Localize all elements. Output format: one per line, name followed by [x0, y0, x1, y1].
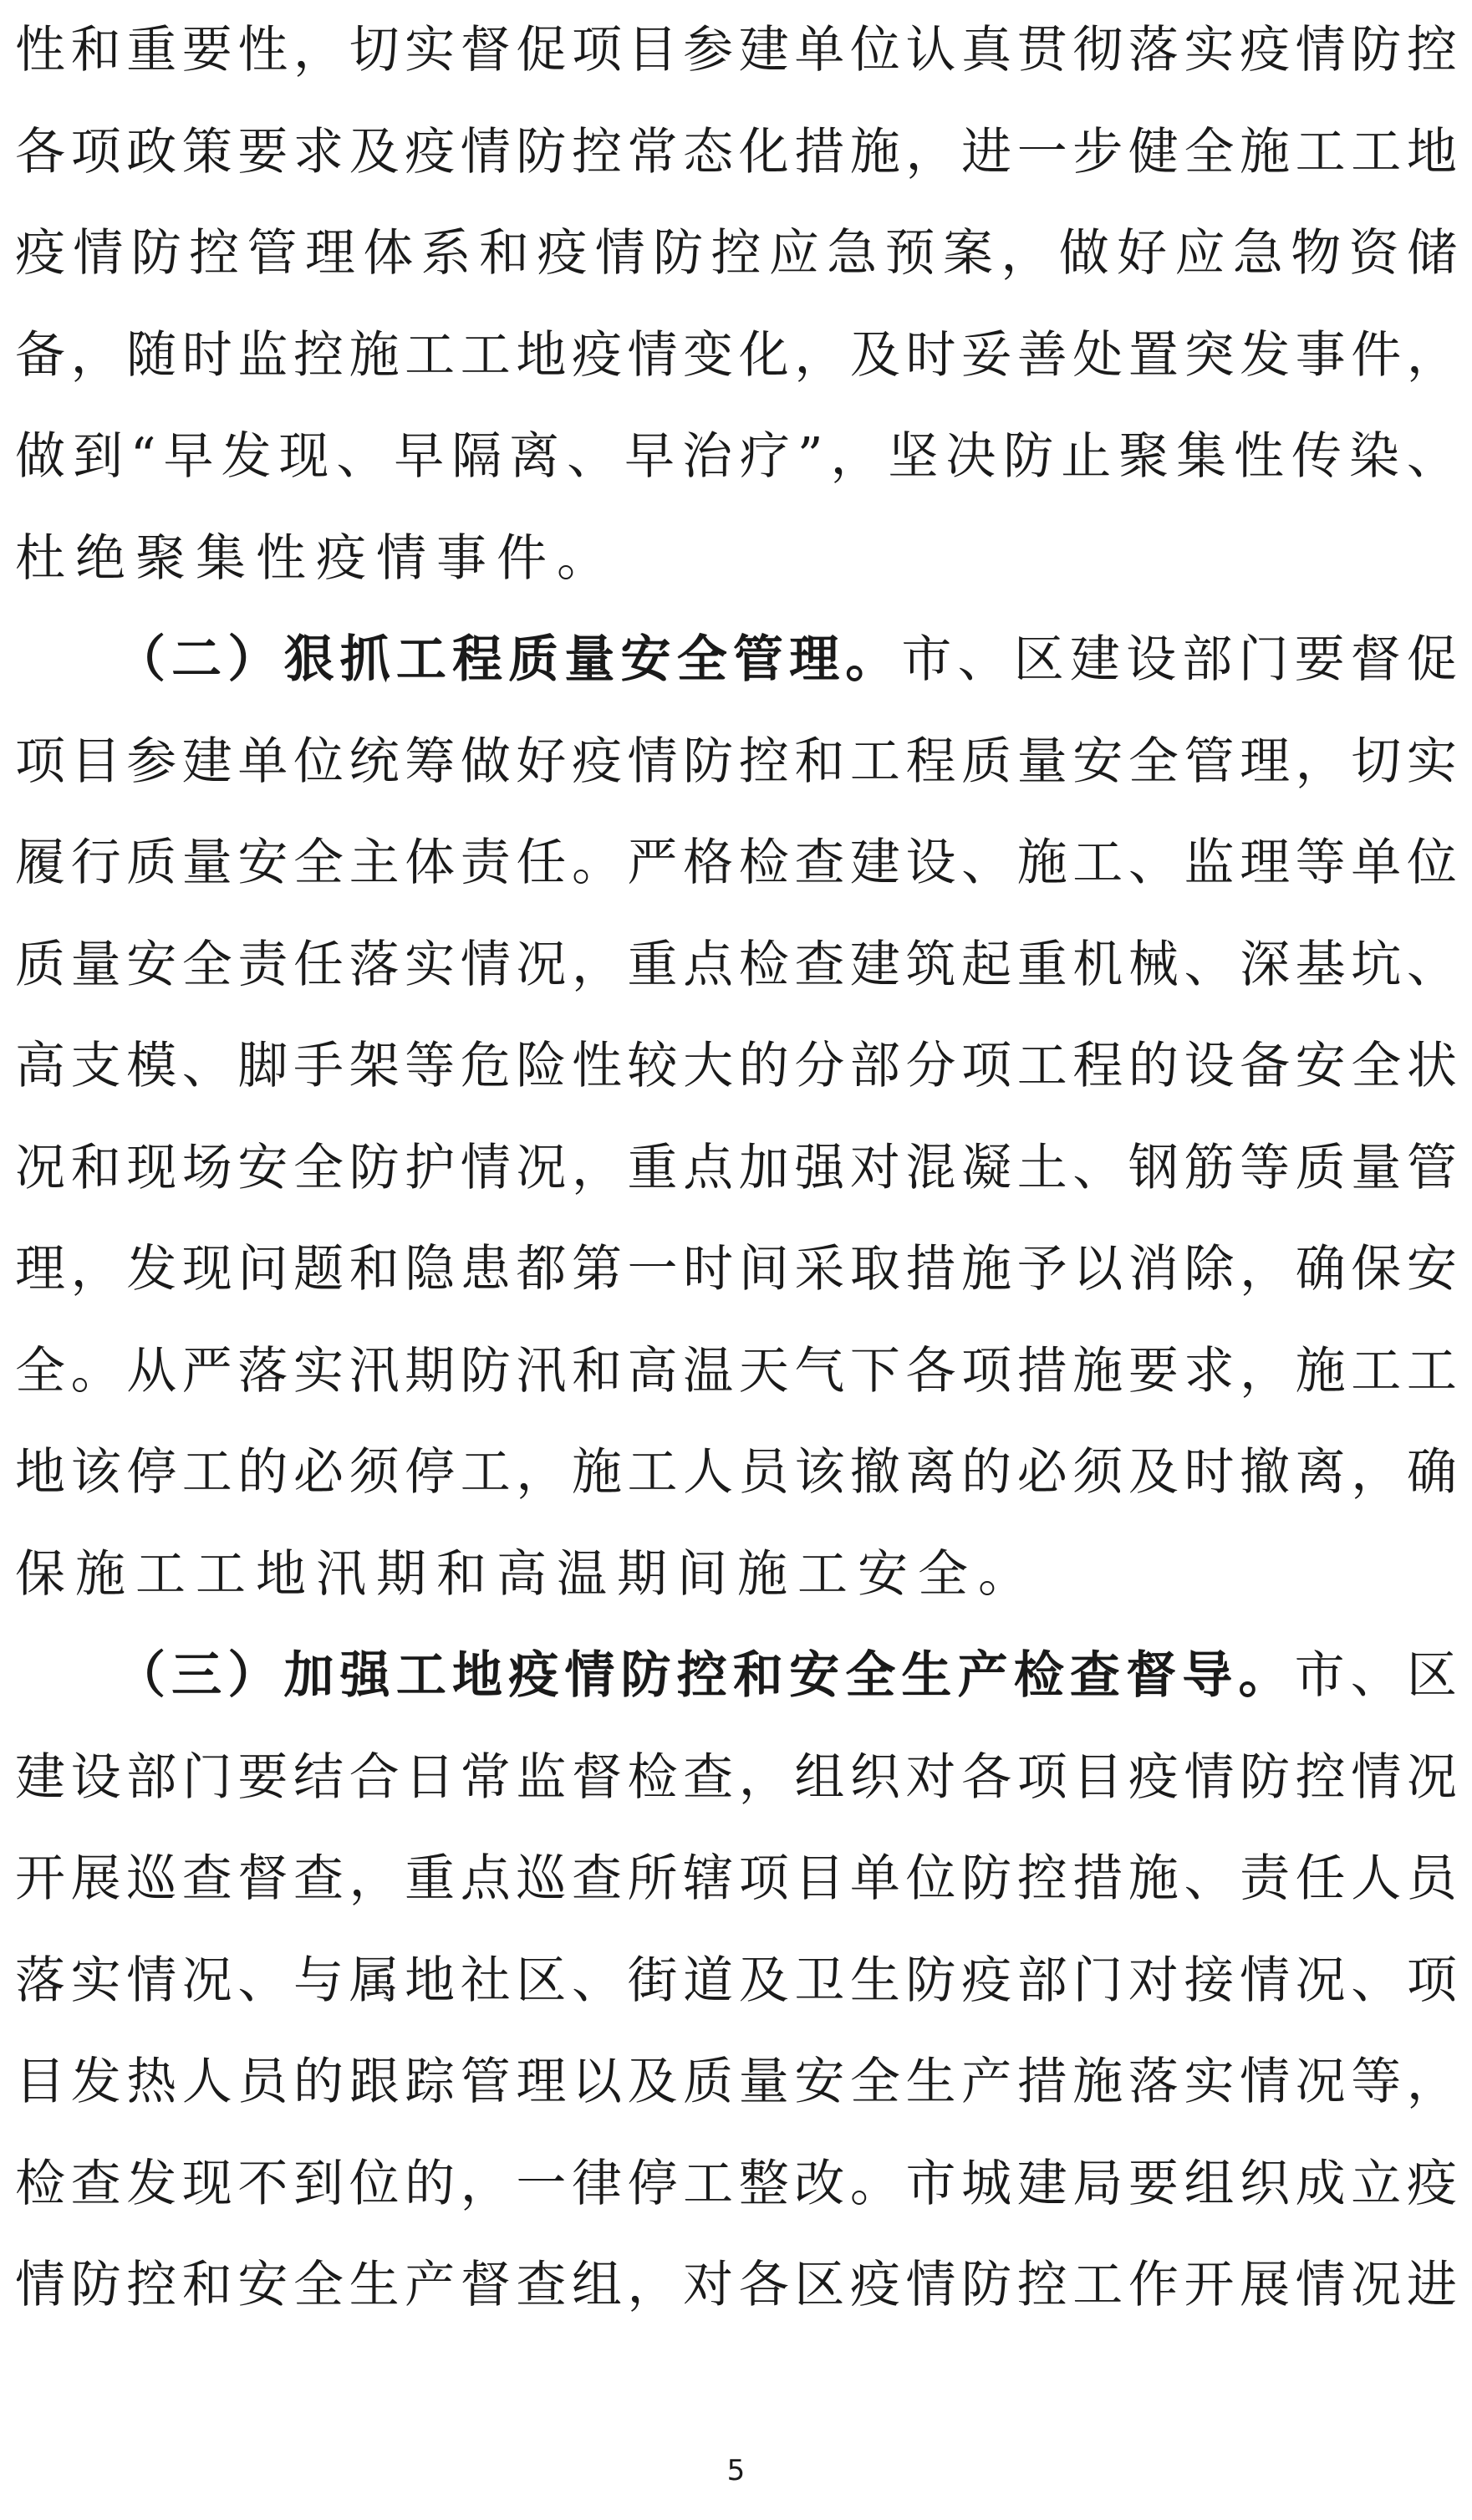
text-line: 备 ， 随 时 监 控 施 工 工 地 疫 情 变 化 ， 及 时 妥 善 处 置 突 发 事 件 ，	[15, 325, 1457, 385]
text-line: 落 实 情 况 、 与 属 地 社 区 、 街 道 及 卫 生 防 疫 部 门 对 接 情 况 、 项	[15, 1951, 1457, 2010]
text-line: （ 三 ） 加 强 工 地 疫 情 防 控 和 安 全 生 产 检 查 督 导 。 市 、 区	[115, 1646, 1457, 1705]
text-line: 情 防 控 和 安 全 生 产 督 查 组 ， 对 各 区 疫 情 防 控 工 作 开 展 情 况 进	[15, 2256, 1457, 2314]
text-line: 高 支 模 、 脚 手 架 等 危 险 性 较 大 的 分 部 分 项 工 程 的 设 备 安 全 状	[15, 1037, 1457, 1095]
page-number: 5	[726, 2454, 746, 2487]
text-line: （ 二 ） 狠 抓 工 程 质 量 安 全 管 理 。 市 、 区 建 设 部 门 要 督 促	[115, 630, 1457, 689]
text-line: 地 该 停 工 的 必 须 停 工 ， 施 工 人 员 该 撤 离 的 必 须 及 时 撤 离 ， 确	[15, 1443, 1457, 1502]
text-line: 履 行 质 量 安 全 主 体 责 任 。 严 格 检 查 建 设 、 施 工 、 监 理 等 单 位	[15, 834, 1457, 892]
text-line: 目 发 热 人 员 的 跟 踪 管 理 以 及 质 量 安 全 生 产 措 施 落 实 情 况 等 ，	[15, 2053, 1457, 2111]
text-line: 全 。 从 严 落 实 汛 期 防 汛 和 高 温 天 气 下 各 项 措 施 要 求 ， 施 工 工	[15, 1341, 1457, 1400]
text-line: 保 施 工 工 地 汛 期 和 高 温 期 间 施 工 安 全 。	[15, 1544, 1038, 1604]
text-line: 项 目 参 建 单 位 统 筹 做 好 疫 情 防 控 和 工 程 质 量 安 全 管 理 ， 切 实	[15, 732, 1457, 791]
text-line: 各 项 政 策 要 求 及 疫 情 防 控 常 态 化 措 施 ， 进 一 步 健 全 施 工 工 地	[15, 122, 1457, 181]
text-line: 性 和 重 要 性 ， 切 实 督 促 项 目 参 建 单 位 认 真 贯 彻 落 实 疫 情 防 控	[15, 21, 1457, 79]
text-line: 理 ， 发 现 问 题 和 隐 患 都 第 一 时 间 采 取 措 施 予 以 消 除 ， 确 保 安	[15, 1240, 1457, 1298]
text-line: 杜 绝 聚 集 性 疫 情 事 件 。	[15, 528, 617, 588]
text-line: 疫 情 防 控 管 理 体 系 和 疫 情 防 控 应 急 预 案 ， 做 好 应 急 物 资 储	[15, 224, 1457, 283]
text-line: 做 到 “ 早 发 现 、 早 隔 离 、 早 治 疗 ” ， 坚 决 防 止 聚 集 性 传 染 、	[15, 427, 1457, 486]
text-line: 开 展 巡 查 督 查 ， 重 点 巡 查 所 辖 项 目 单 位 防 控 措 施 、 责 任 人 员	[15, 1849, 1457, 1908]
text-line: 检 查 发 现 不 到 位 的 ， 一 律 停 工 整 改 。 市 城 建 局 要 组 织 成 立 疫	[15, 2154, 1457, 2213]
text-line: 建 设 部 门 要 结 合 日 常 监 督 检 查 ， 组 织 对 各 项 目 疫 情 防 控 情 况	[15, 1747, 1457, 1807]
text-line: 况 和 现 场 安 全 防 护 情 况 ， 重 点 加 强 对 混 凝 土 、 钢 筋 等 质 量 管	[15, 1138, 1457, 1197]
text-line: 质 量 安 全 责 任 落 实 情 况 ， 重 点 检 查 建 筑 起 重 机 械 、 深 基 坑 、	[15, 935, 1457, 994]
